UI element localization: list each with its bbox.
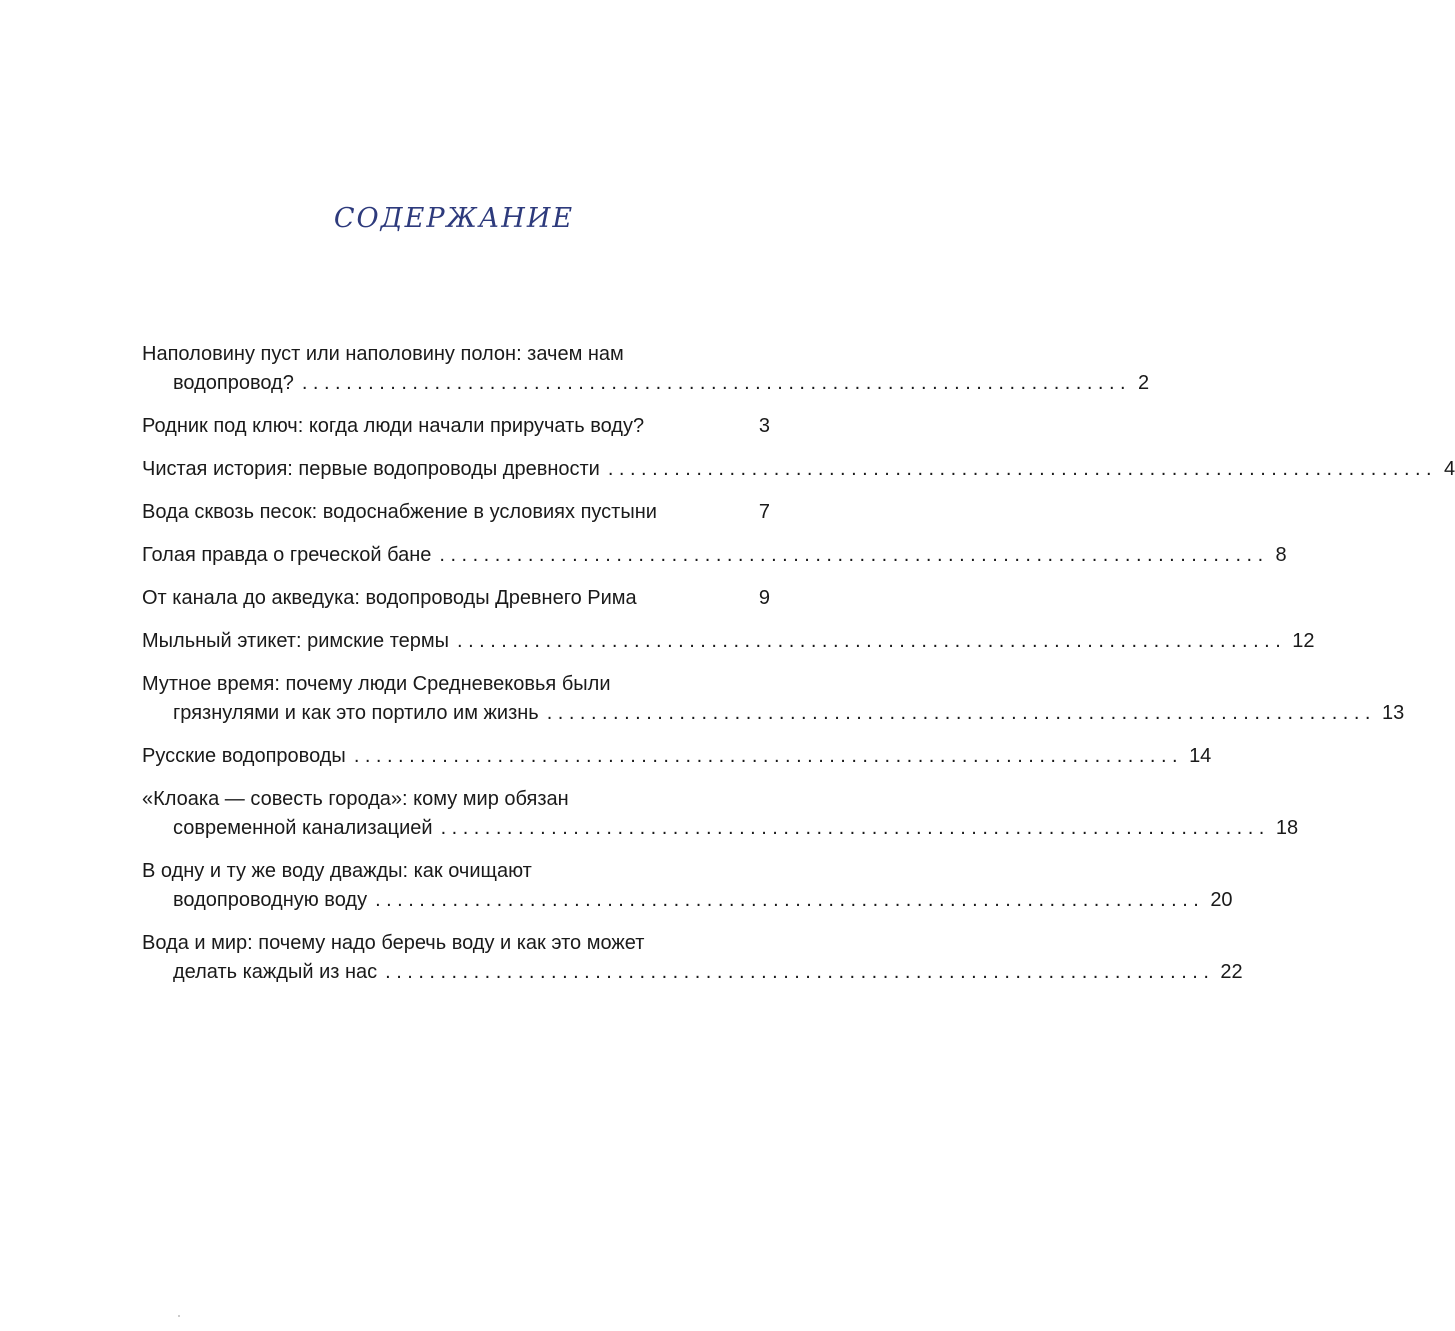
toc-entry-title: делать каждый из нас — [173, 961, 378, 983]
toc-entry-title-line1: В одну и ту же воду дважды: как очищают — [142, 860, 532, 882]
toc-entry-title-line1: Наполовину пуст или наполовину полон: зачем нам — [142, 343, 624, 365]
print-speck — [178, 1315, 180, 1317]
toc-entry-title: Голая правда о греческой бане — [142, 544, 432, 566]
dot-leader: ........................................................................... — [385, 961, 1215, 983]
toc-entry[interactable] — [142, 670, 1405, 728]
toc-page-number: 12 — [1292, 630, 1315, 652]
toc-page-number: 3 — [758, 415, 770, 437]
toc-entry-title: Русские водопроводы — [142, 745, 346, 767]
dot-leader: ........................................................................... — [375, 889, 1205, 911]
table-of-contents — [142, 340, 1455, 1001]
toc-entry[interactable] — [142, 785, 1299, 843]
toc-entry-title: Вода сквозь песок: водоснабжение в условиях пустыни — [142, 501, 657, 523]
dot-leader: ........................................................................... — [439, 544, 1269, 566]
toc-entry-title: водопровод? — [173, 372, 294, 394]
dot-leader: ........................................................................... — [353, 745, 1184, 767]
toc-page-number: 14 — [1189, 745, 1212, 767]
toc-entry[interactable] — [142, 541, 1287, 570]
page-title: содержание — [333, 192, 575, 236]
toc-entry[interactable] — [142, 929, 1243, 987]
toc-entry-title-line1: Вода и мир: почему надо беречь воду и как это может — [142, 932, 645, 954]
toc-entry[interactable] — [142, 340, 1150, 398]
toc-entry-title: От канала до акведука: водопроводы Древнего Рима — [142, 587, 637, 609]
toc-page-number: 20 — [1210, 889, 1233, 911]
toc-entry-title: грязнулями и как это портило им жизнь — [173, 702, 539, 724]
toc-entry[interactable] — [142, 455, 1455, 484]
toc-page-number: 8 — [1275, 544, 1287, 566]
dot-leader: ........................................................................... — [546, 702, 1376, 724]
toc-entry[interactable] — [142, 412, 770, 441]
toc-entry-title-line1: «Клоака — совесть города»: кому мир обязан — [142, 788, 569, 810]
toc-entry[interactable] — [142, 857, 1233, 915]
dot-leader: ........................................................................... — [301, 372, 1132, 394]
dot-leader: ........................................................................... — [607, 458, 1438, 480]
toc-page-number: 18 — [1275, 817, 1299, 839]
dot-leader: ........................................................................... — [440, 817, 1270, 839]
toc-entry[interactable] — [142, 584, 770, 613]
toc-entry[interactable] — [142, 627, 1315, 656]
toc-entry[interactable] — [142, 498, 770, 527]
toc-entry-title: современной канализацией — [173, 817, 433, 839]
toc-page-number: 7 — [758, 501, 770, 523]
toc-page-number: 22 — [1220, 961, 1243, 983]
toc-entry-title: Родник под ключ: когда люди начали приручать воду? — [142, 415, 645, 437]
dot-leader: ........................................................................... — [457, 630, 1287, 652]
toc-entry-title: Чистая история: первые водопроводы древности — [142, 458, 600, 480]
toc-entry-title-line1: Мутное время: почему люди Средневековья были — [142, 673, 611, 695]
toc-page-number: 9 — [758, 587, 770, 609]
toc-entry-title: водопроводную воду — [173, 889, 368, 911]
toc-page-number: 4 — [1443, 458, 1455, 480]
toc-page-number: 13 — [1381, 702, 1405, 724]
toc-entry[interactable] — [142, 742, 1212, 771]
toc-entry-title: Мыльный этикет: римские термы — [142, 630, 450, 652]
toc-page-number: 2 — [1137, 372, 1150, 394]
